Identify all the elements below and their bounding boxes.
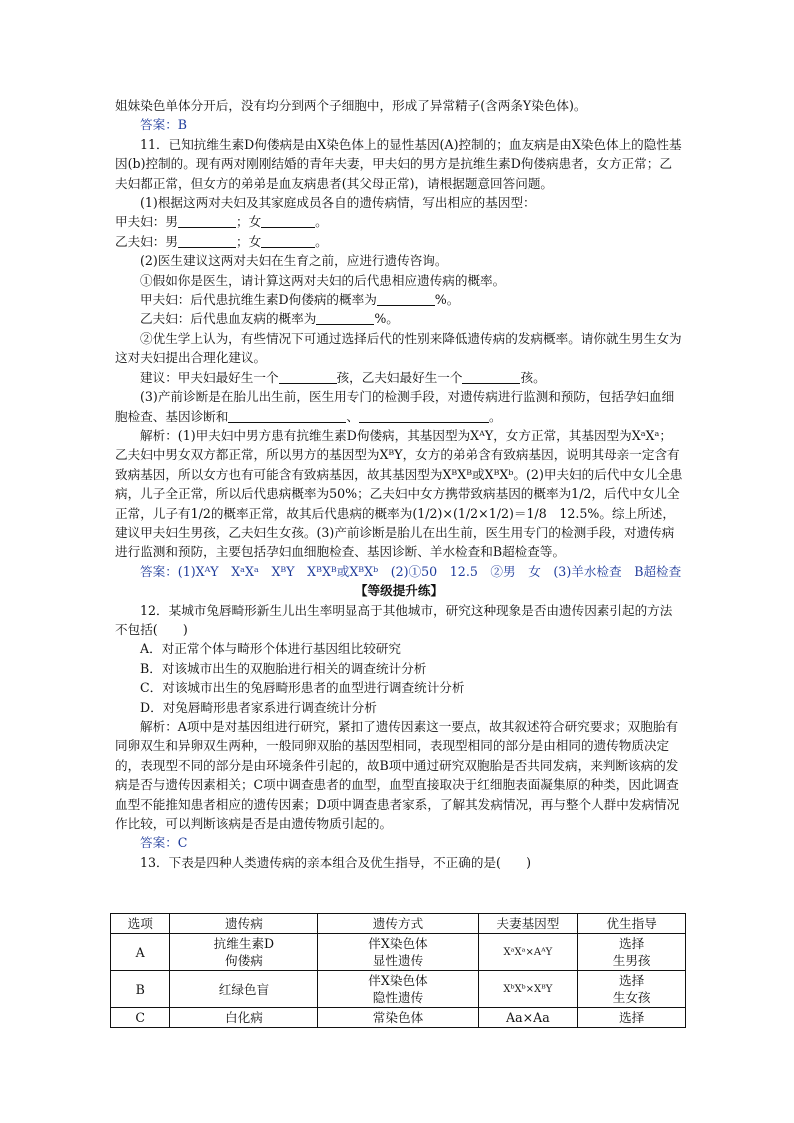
cell-guidance xyxy=(578,971,686,1008)
table-header: 优生指导 xyxy=(578,914,686,934)
question-11-part1: (1)根据这两对夫妇及其家庭成员各自的遗传病情，写出相应的基因型： xyxy=(140,195,536,211)
label: (3)产前诊断是在胎儿出生前，医生用专门的检测手段，对遗传病进行监测和预防，包括孕妇血细胞检查、基因诊断和 xyxy=(115,389,675,424)
table-row xyxy=(111,971,686,1008)
blank-line-jia xyxy=(115,212,683,231)
question-13-stem: 13．下表是四种人类遗传病的亲本组合及优生指导，不正确的是( ) xyxy=(140,854,532,870)
cell-genotype: XᵃXᵃ×AᴬY xyxy=(478,934,578,971)
label: 甲夫妇：男 xyxy=(115,214,178,230)
table-row xyxy=(111,934,686,971)
table-row xyxy=(111,1008,686,1028)
fill-blank xyxy=(261,215,315,228)
question-11-analysis: 解析：(1)甲夫妇中男方患有抗维生素D佝偻病，其基因型为XᴬY，女方正常，其基因型为XᵃXᵃ；乙夫妇中男女双方都正常，所以男方的基因型为XᴮY，女方的弟弟含有致病基因，说明其母亲一定含有致病基因，所以女方也有可能含有致病基因，故其基因型为XᴮXᴮ或XᴮXᵇ。(2)甲夫妇的后代中女儿全患病，儿子全正常，所以后代患病概率为50%；乙夫妇中女方携带致病基因的概率为1/2，后代中女儿全正常，儿子有1/2的概率正常，故其后代患病的概率为(1/2)×(1/2×1/2)＝1/8 12.5%。综上所述，建议甲夫妇生男孩，乙夫妇生女孩。(3)产前诊断是胎儿在出生前，医生用专门的检测手段，对遗传病进行监测和预防，主要包括孕妇血细胞检查、基因诊断、羊水检查和B超检查等。 xyxy=(115,427,683,560)
answer-line: 答案：B xyxy=(140,117,188,133)
genetics-table xyxy=(110,913,686,1028)
label: 甲夫妇：后代患抗维生素D佝偻病的概率为 xyxy=(140,292,377,308)
question-11-stem: 11．已知抗维生素D佝偻病是由X染色体上的显性基因(A)控制的；血友病是由X染色体上的隐性基因(b)控制的。现有两对刚刚结婚的青年夫妻，甲夫妇的男方是抗维生素D佝偻病患者，女方正常；乙夫妇都正常，但女方的弟弟是血友病患者(其父母正常)，请根据题意回答问题。 xyxy=(115,136,682,191)
option-b: B．对该城市出生的双胞胎进行相关的调查统计分析 xyxy=(140,660,427,676)
label: 孩，乙夫妇最好生一个 xyxy=(336,369,463,385)
table-header: 夫妻基因型 xyxy=(478,914,578,934)
section-heading: 【等级提升练】 xyxy=(354,583,444,599)
blank-line-yi-prob xyxy=(115,309,683,328)
cell-text: 显性遗传 xyxy=(372,953,424,968)
question-11-part3 xyxy=(115,387,683,426)
question-11-answer: 答案：(1)XᴬY XᵃXᵃ XᴮY XᴮXᴮ或XᴮXᵇ (2)①50 12.5 ②男 女 (3)羊水检查 B超检查 xyxy=(140,563,682,579)
table-header-row xyxy=(111,914,686,934)
fill-blank xyxy=(462,371,520,384)
label: 、 xyxy=(346,408,359,424)
cell-genotype: XᵇXᵇ×XᴮY xyxy=(478,971,578,1008)
fill-blank xyxy=(377,293,435,306)
blank-line-yi xyxy=(115,232,683,251)
cell-disease: 红绿色盲 xyxy=(170,971,318,1008)
cell-option: A xyxy=(111,934,170,971)
label: 。 xyxy=(315,214,328,230)
table-header: 遗传方式 xyxy=(318,914,478,934)
fill-blank xyxy=(178,215,236,228)
fill-blank xyxy=(359,410,489,423)
text-line: 姐妹染色单体分开后，没有均分到两个子细胞中，形成了异常精子(含两条Y染色体)。 xyxy=(115,98,587,113)
label: 建议：甲夫妇最好生一个 xyxy=(140,369,279,385)
fill-blank xyxy=(178,235,236,248)
cell-text: 抗维生素D xyxy=(213,936,275,951)
fill-blank xyxy=(261,235,315,248)
cell-disease: 白化病 xyxy=(170,1008,318,1028)
cell-guidance xyxy=(578,934,686,971)
label: ；女 xyxy=(235,233,262,249)
option-a: A．对正常个体与畸形个体进行基因组比较研究 xyxy=(140,641,401,657)
option-c: C．对该城市出生的兔唇畸形患者的血型进行调查统计分析 xyxy=(140,680,465,696)
label: 乙夫妇：后代患血友病的概率为 xyxy=(140,311,317,327)
table-header: 选项 xyxy=(111,914,170,934)
cell-text: 伴X染色体 xyxy=(368,973,428,988)
question-11-part2a: ①假如你是医生，请计算这两对夫妇的后代患相应遗传病的概率。 xyxy=(140,272,506,288)
question-12-answer: 答案：C xyxy=(140,835,188,851)
fill-blank xyxy=(316,312,374,325)
cell-text: 生男孩 xyxy=(612,953,651,968)
question-12-analysis: 解析：A项中是对基因组进行研究，紧扣了遗传因素这一要点，故其叙述符合研究要求；双胞胎有同卵双生和异卵双生两种，一般同卵双胎的基因型相同，表现型相同的部分是由相同的遗传物质决定的，表现型不同的部分是由环境条件引起的，故B项中通过研究双胞胎是否共同发病，来判断该病的发病是否与遗传因素相关；C项中调查患者的血型，血型直接取决于红细胞表面凝集原的种类，因此调查血型不能推知患者相应的遗传因素；D项中调查患者家系，了解其发病情况，再与整个人群中发病情况作比较，可以判断该病是否是由遗传物质引起的。 xyxy=(115,719,680,832)
cell-text: 生女孩 xyxy=(612,990,651,1005)
cell-mode: 常染色体 xyxy=(318,1008,478,1028)
cell-disease xyxy=(170,934,318,971)
label: 。 xyxy=(315,233,328,249)
option-d: D．对兔唇畸形患者家系进行调查统计分析 xyxy=(140,699,377,715)
cell-text: 隐性遗传 xyxy=(372,990,424,1005)
cell-text: 伴X染色体 xyxy=(368,936,428,951)
blank-line-advice xyxy=(115,368,683,387)
question-11-part2: (2)医生建议这两对夫妇在生育之前，应进行遗传咨询。 xyxy=(140,253,448,269)
question-11-part2b: ②优生学上认为，有些情况下可通过选择后代的性别来降低遗传病的发病概率。请你就生男生女为这对夫妇提出合理化建议。 xyxy=(115,330,682,366)
cell-guidance: 选择 xyxy=(578,1008,686,1028)
cell-genotype: Aa×Aa xyxy=(478,1008,578,1028)
cell-text: 佝偻病 xyxy=(225,953,263,968)
cell-mode xyxy=(318,971,478,1008)
label: 孩。 xyxy=(520,369,546,385)
label: %。 xyxy=(374,311,399,327)
blank-line-jia-prob xyxy=(115,290,683,309)
cell-mode xyxy=(318,934,478,971)
table-header: 遗传病 xyxy=(170,914,318,934)
question-12-stem: 12．某城市兔唇畸形新生儿出生率明显高于其他城市，研究这种现象是否由遗传因素引起的方法不包括( ) xyxy=(115,602,673,637)
label: ；女 xyxy=(235,214,262,230)
fill-blank xyxy=(228,410,346,423)
label: %。 xyxy=(434,292,460,308)
fill-blank xyxy=(279,371,337,384)
cell-text: 选择 xyxy=(619,936,645,951)
label: 。 xyxy=(488,408,502,424)
cell-option: C xyxy=(111,1008,170,1028)
document-body xyxy=(115,96,683,872)
label: 乙夫妇：男 xyxy=(115,233,178,249)
cell-text: 选择 xyxy=(619,973,645,988)
cell-option: B xyxy=(111,971,170,1008)
